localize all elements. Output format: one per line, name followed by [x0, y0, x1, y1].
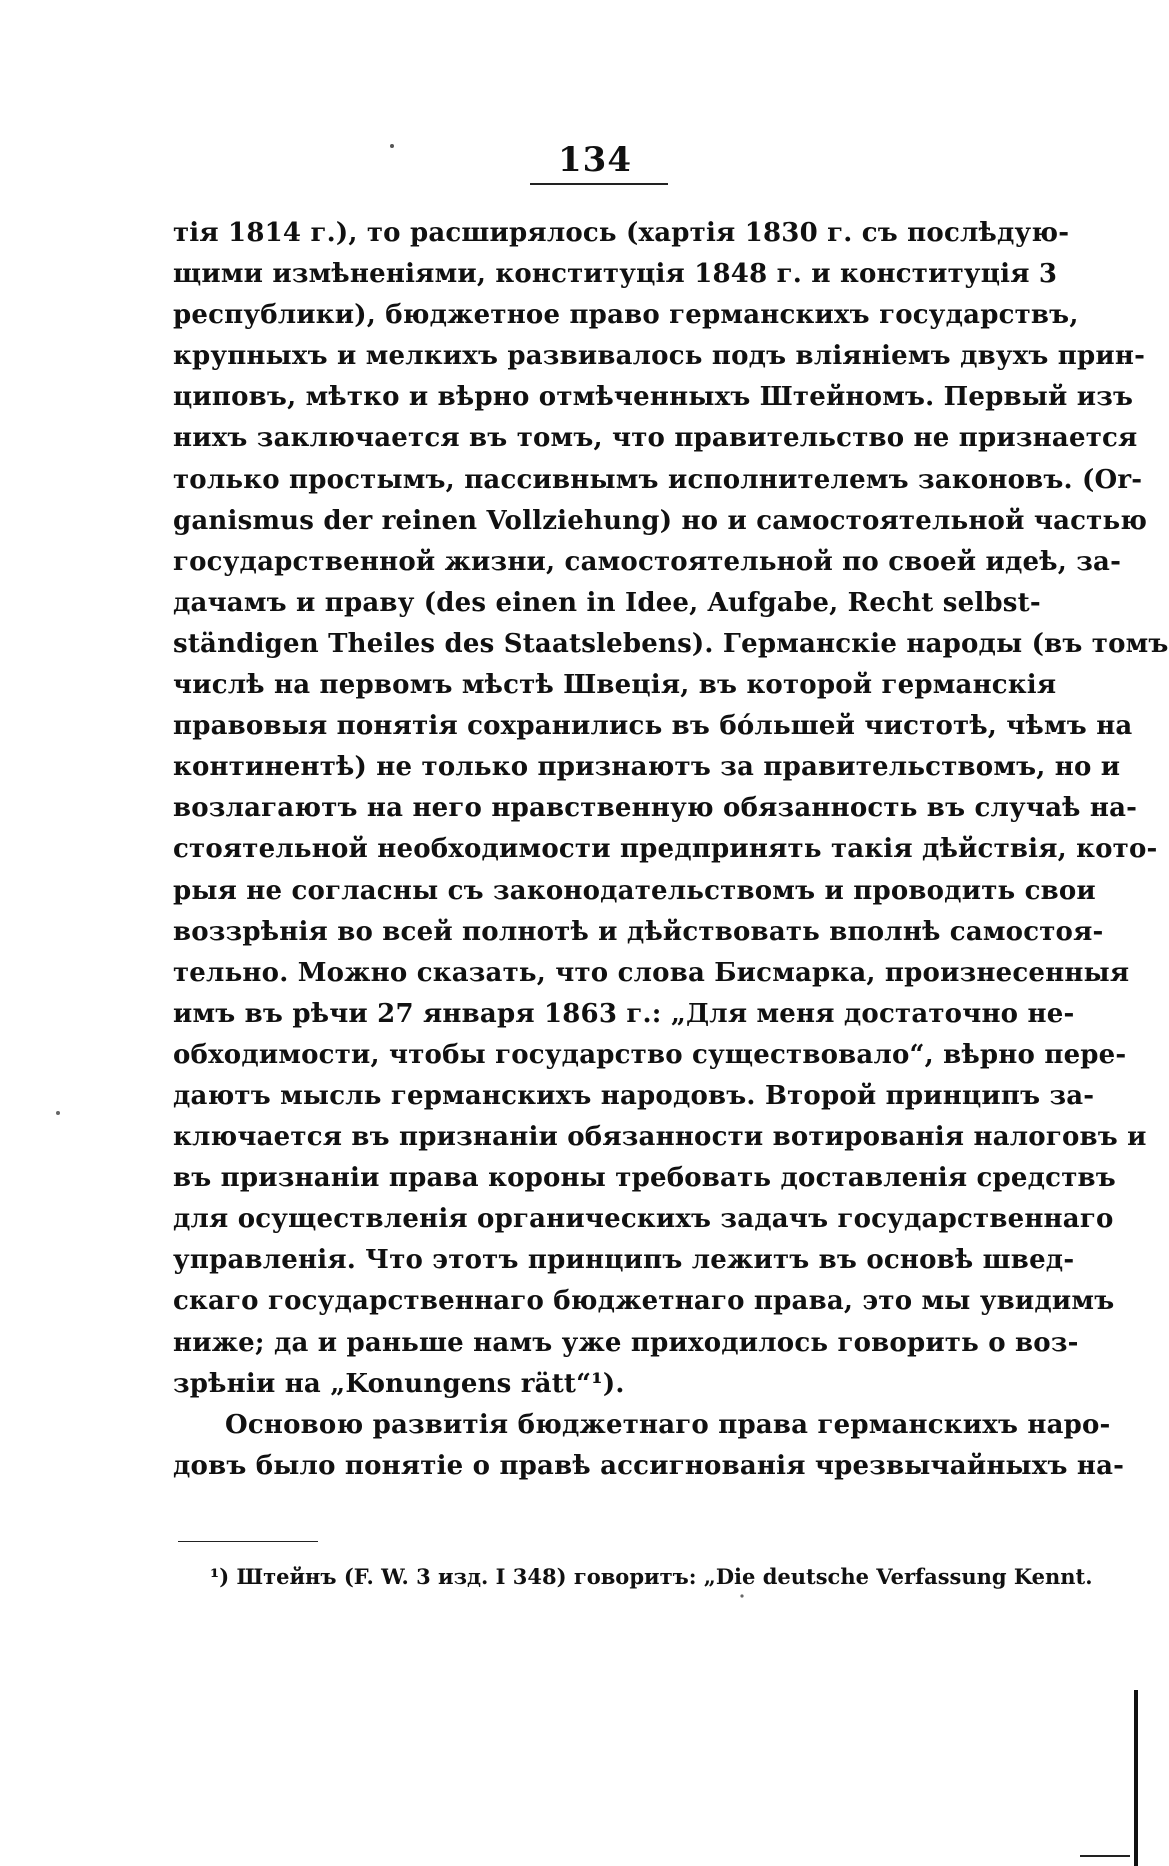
- text-line: щими измѣненіями, конституція 1848 г. и конституція 3: [173, 259, 1058, 290]
- text-line: числѣ на первомъ мѣстѣ Швеція, въ которой германскія: [173, 670, 1057, 701]
- text-line: республики), бюджетное право германскихъ государствъ,: [173, 300, 1079, 331]
- page-number: 134: [558, 140, 632, 180]
- text-line: крупныхъ и мелкихъ развивалось подъ вліяніемъ двухъ прин-: [173, 341, 1146, 372]
- text-line: въ признаніи права короны требовать доставленія средствъ: [173, 1163, 1116, 1194]
- text-line: воззрѣнія во всей полнотѣ и дѣйствовать вполнѣ самостоя-: [173, 916, 1104, 947]
- text-line: дачамъ и праву (des einen in Idee, Aufgabe, Recht selbst-: [173, 587, 1041, 618]
- footnote: ¹) Штейнъ (F. W. 3 изд. I 348) говоритъ: „Die deutsche Verfassung Kennt.: [210, 1564, 1093, 1589]
- text-line: только простымъ, пассивнымъ исполнителемъ законовъ. (Or-: [173, 464, 1143, 495]
- text-line: управленія. Что этотъ принципъ лежитъ въ основѣ швед-: [173, 1245, 1075, 1276]
- body-text: [173, 213, 1169, 1487]
- footnote-rule: [178, 1541, 318, 1542]
- text-line: континентѣ) не только признаютъ за правительствомъ, но и: [173, 752, 1121, 783]
- text-line: государственной жизни, самостоятельной по своей идеѣ, за-: [173, 546, 1122, 577]
- text-line: ниже; да и раньше намъ уже приходилось говорить о воз-: [173, 1327, 1079, 1358]
- scan-edge-mark: [1134, 1690, 1138, 1866]
- text-line: правовыя понятія сохранились въ бо́льшей чистотѣ, чѣмъ на: [173, 711, 1133, 742]
- header-rule: [530, 183, 668, 185]
- text-line: даютъ мысль германскихъ народовъ. Второй принципъ за-: [173, 1080, 1095, 1111]
- text-line: возлагаютъ на него нравственную обязанность въ случаѣ на-: [173, 793, 1138, 824]
- text-line: обходимости, чтобы государство существовало“, вѣрно пере-: [173, 1039, 1127, 1070]
- text-line: циповъ, мѣтко и вѣрно отмѣченныхъ Штейномъ. Первый изъ: [173, 382, 1134, 413]
- text-line: довъ было понятіе о правѣ ассигнованія чрезвычайныхъ на-: [173, 1450, 1125, 1481]
- text-line: скаго государственнаго бюджетнаго права, это мы увидимъ: [173, 1286, 1115, 1317]
- text-line: стоятельной необходимости предпринять такія дѣйствія, кото-: [173, 834, 1158, 865]
- text-line: ключается въ признаніи обязанности вотированія налоговъ и: [173, 1122, 1147, 1153]
- text-line: для осуществленія органическихъ задачъ государственнаго: [173, 1204, 1114, 1235]
- scan-edge-tick: [1080, 1855, 1130, 1857]
- text-line: зрѣніи на „Konungens rätt“¹).: [173, 1368, 625, 1399]
- text-line: тія 1814 г.), то расширялось (хартія 1830 г. съ послѣдую-: [173, 218, 1070, 248]
- text-line: рыя не согласны съ законодательствомъ и проводить свои: [173, 875, 1096, 906]
- text-line: ständigen Theiles des Staatslebens). Германскіе народы (въ томъ: [173, 628, 1169, 659]
- paragraph-first-line: Основою развитія бюджетнаго права германскихъ наро-: [225, 1409, 1111, 1440]
- text-line: ganismus der reinen Vollziehung) но и самостоятельной частью: [173, 505, 1148, 536]
- text-line: нихъ заключается въ томъ, что правительство не признается: [173, 423, 1138, 454]
- text-line: имъ въ рѣчи 27 января 1863 г.: „Для меня достаточно не-: [173, 998, 1075, 1029]
- text-line: тельно. Можно сказать, что слова Бисмарка, произнесенныя: [173, 957, 1130, 988]
